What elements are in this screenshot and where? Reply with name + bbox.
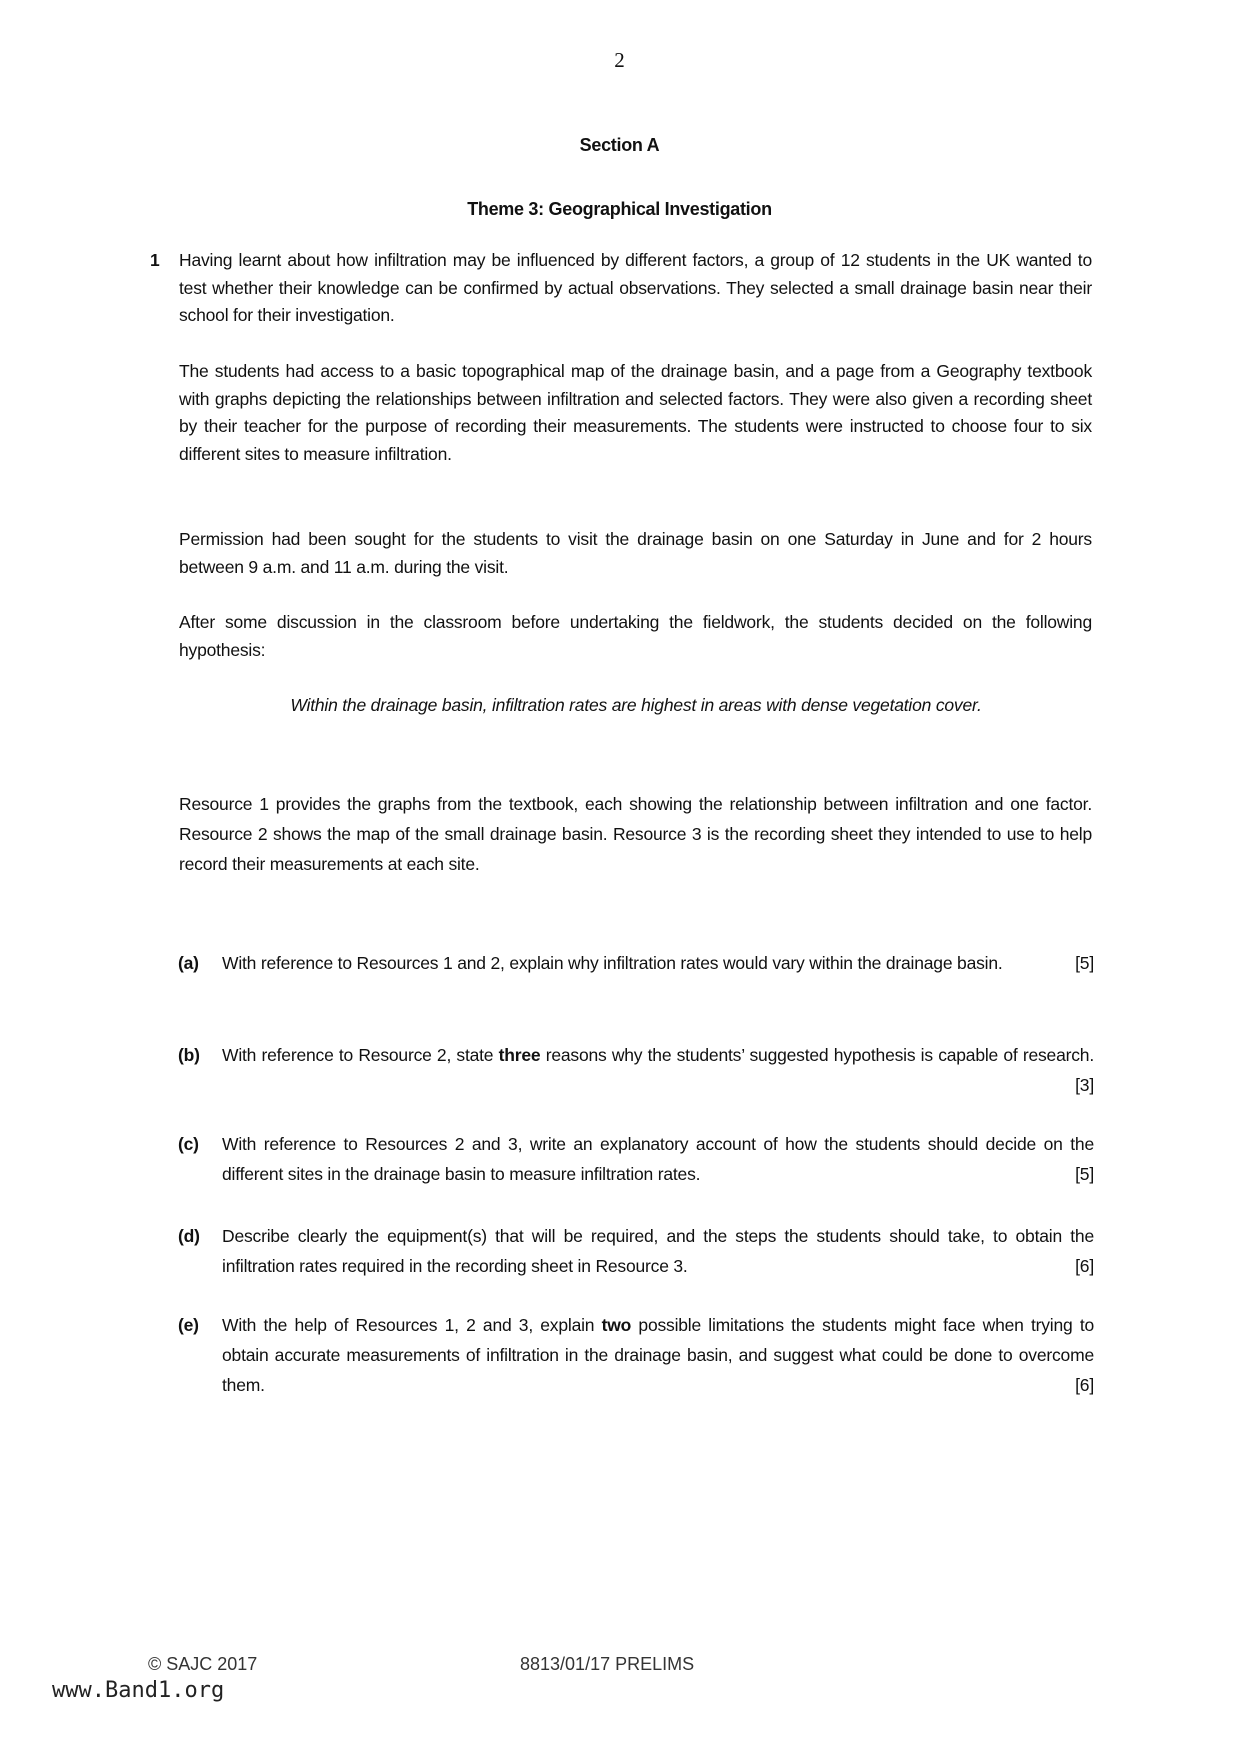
- sub-question-label: (d): [178, 1226, 200, 1246]
- sub-question-a: [178, 948, 1094, 978]
- paper-code: 8813/01/17 PRELIMS: [520, 1654, 695, 1674]
- hypothesis-statement: Within the drainage basin, infiltration rates are highest in areas with dense vegetation cover.: [290, 695, 982, 715]
- question-number: 1: [150, 250, 160, 270]
- page-number: 2: [614, 48, 625, 72]
- resources-description-paragraph: Resource 1 provides the graphs from the textbook, each showing the relationship between infiltration and one factor. Resource 2 shows the map of the small drainage basin. Resource 3 is the recording sheet they intended to use to help record their measurements at each site.: [179, 794, 1092, 874]
- sub-question-d: [178, 1221, 1094, 1281]
- sub-question-label: (b): [178, 1045, 200, 1065]
- marks-allocation: [6]: [1075, 1256, 1094, 1276]
- sub-question-text: With reference to Resources 2 and 3, write an explanatory account of how the students should decide on the different sites in the drainage basin to measure infiltration rates.: [222, 1134, 1094, 1184]
- sub-question-label: (c): [178, 1134, 199, 1154]
- sub-question-text-end: reasons why the students’ suggested hypothesis is capable of research.: [540, 1045, 1094, 1065]
- intro-paragraph: Having learnt about how infiltration may be influenced by different factors, a group of 12 students in the UK wanted to test whether their knowledge can be confirmed by actual observations. They selected a small drainage basin near their school for their investigation.: [179, 250, 1092, 325]
- copyright-notice: © SAJC 2017: [148, 1654, 258, 1674]
- sub-question-label: (e): [178, 1315, 199, 1335]
- marks-allocation: [6]: [1075, 1375, 1094, 1395]
- website-watermark: www.Band1.org: [52, 1678, 225, 1703]
- section-title: Section A: [579, 135, 660, 155]
- emphasis-word: two: [601, 1315, 632, 1335]
- sub-question-text-end: possible limitations the students might face when trying to obtain accurate measurements of infiltration in the drainage basin, and suggest what could be done to overcome them.: [222, 1315, 1095, 1395]
- sub-question-label: (a): [178, 953, 199, 973]
- marks-allocation: [3]: [1075, 1075, 1094, 1095]
- sub-question-text-start: With reference to Resource 2, state: [222, 1045, 499, 1065]
- sub-question-text: Describe clearly the equipment(s) that will be required, and the steps the students should take, to obtain the infiltration rates required in the recording sheet in Resource 3.: [222, 1226, 1094, 1276]
- sub-question-b: [178, 1040, 1094, 1100]
- sub-question-text-start: With the help of Resources 1, 2 and 3, explain: [222, 1315, 602, 1335]
- marks-allocation: [5]: [1075, 953, 1094, 973]
- hypothesis-intro-paragraph: After some discussion in the classroom before undertaking the fieldwork, the students decided on the following hypothesis:: [179, 612, 1092, 660]
- emphasis-word: three: [498, 1045, 541, 1065]
- resources-access-paragraph: The students had access to a basic topographical map of the drainage basin, and a page from a Geography textbook with graphs depicting the relationships between infiltration and selected factors. They were also given a recording sheet by their teacher for the purpose of recording their measurements. The students were instructed to choose four to six different sites to measure infiltration.: [179, 361, 1092, 464]
- theme-title: Theme 3: Geographical Investigation: [467, 199, 772, 219]
- sub-question-c: [178, 1129, 1094, 1189]
- sub-question-e: [178, 1310, 1094, 1400]
- permission-paragraph: Permission had been sought for the students to visit the drainage basin on one Saturday in June and for 2 hours between 9 a.m. and 11 a.m. during the visit.: [179, 529, 1092, 577]
- marks-allocation: [5]: [1075, 1164, 1094, 1184]
- sub-question-text: With reference to Resources 1 and 2, explain why infiltration rates would vary within the drainage basin.: [222, 953, 1003, 973]
